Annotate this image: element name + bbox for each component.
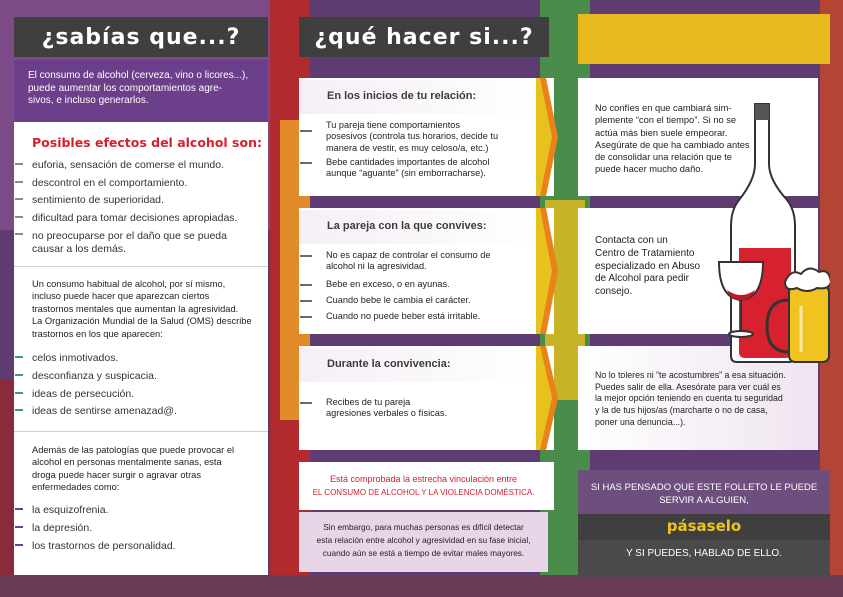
- advice-text: No lo toleres ni “te acostumbres” a esa situación. Puedes salir de ella. Asesórate para ver cuál es la mejor opción teniendo en cuenta tu seguridad y la de tus hijos/as (marcharte o no de casa, poner una denuncia...).: [595, 370, 786, 427]
- effects-title: Posibles efectos del alcohol son:: [32, 135, 262, 150]
- divider: [14, 431, 268, 432]
- cta-highlight: pásaselo: [666, 517, 742, 535]
- section-title: La pareja con la que convives:: [299, 210, 539, 244]
- list-item: la depresión.: [15, 520, 265, 538]
- list-item: la esquizofrenia.: [15, 502, 265, 520]
- intro-line: El consumo de alcohol (cerveza, vino o licores...),: [28, 70, 249, 81]
- section-item: Bebe cantidades importantes de alcohol aunque “aguante” (sin emborracharse).: [326, 157, 541, 180]
- list-item: ideas de sentirse amenazad@.: [15, 403, 265, 421]
- list-item: no preocuparse por el daño que se pueda causar a los demás.: [15, 227, 265, 256]
- section-item: Recibes de tu pareja agresiones verbales o físicas.: [326, 397, 541, 420]
- list-item: sentimiento de superioridad.: [15, 192, 265, 210]
- list-item: celos inmotivados.: [15, 350, 265, 368]
- cta-text: SI HAS PENSADO QUE ESTE FOLLETO LE PUEDE SERVIR A ALGUIEN,: [590, 482, 818, 506]
- section-item: Bebe en exceso, o en ayunas.: [326, 279, 541, 290]
- divider: [14, 266, 268, 267]
- cta-closing: Y SI PUEDES, HABLAD DE ELLO.: [626, 548, 782, 559]
- intro-line: puede aumentar los comportamientos agre-: [28, 82, 222, 94]
- disorders-list: [15, 350, 265, 421]
- warning-text: Sin embargo, para muchas personas es difícil detectar esta relación entre alcohol y agresividad en su fase inicial, cuando aún se está a tiempo de evitar males mayores.: [316, 522, 531, 558]
- list-item: los trastornos de personalidad.: [15, 538, 265, 556]
- intro-line: sivos, e incluso generarlos.: [28, 95, 149, 106]
- intro-box: [14, 60, 268, 122]
- section-item: Cuando bebe le cambia el carácter.: [326, 295, 541, 306]
- drinks-illustration: [715, 100, 830, 375]
- diseases-list: [15, 502, 265, 555]
- call-to-action: [578, 470, 830, 577]
- link-statement: Está comprobada la estrecha vinculación entre EL CONSUMO DE ALCOHOL Y LA VIOLENCIA DOMÉSTICA.: [312, 474, 535, 498]
- list-item: dificultad para tomar decisiones apropiadas.: [15, 210, 265, 228]
- middle-heading: ¿qué hacer si...?: [299, 17, 549, 57]
- left-heading: ¿sabías que...?: [14, 17, 268, 57]
- advice-text: Contacta con un Centro de Tratamiento especializado en Abuso de Alcohol para pedir consejo.: [595, 235, 701, 298]
- section-item: Cuando no puede beber está irritable.: [326, 311, 541, 322]
- list-item: desconfianza y suspicacia.: [15, 368, 265, 386]
- section-title: Durante la convivencia:: [299, 348, 539, 382]
- disorders-intro: Un consumo habitual de alcohol, por sí mismo, incluso puede hacer que aparezcan ciertos trastornos mentales que aumentan la agresividad. La Organización Mundial de la Salud (OMS) describe trastornos en los que aparecen:: [32, 279, 252, 339]
- diseases-intro: Además de las patologías que puede provocar el alcohol en personas mentalmente sanas, esta droga puede hacer surgir o agravar otras enfermedades como:: [32, 445, 235, 493]
- section-item: Tu pareja tiene comportamientos posesivos (controla tus horarios, decide tu manera de vestir, es muy celoso/a, etc.): [326, 120, 541, 154]
- section-item: No es capaz de controlar el consumo de alcohol ni la agresividad.: [326, 250, 541, 273]
- effects-list: [15, 157, 265, 256]
- list-item: euforia, sensación de comerse el mundo.: [15, 157, 265, 175]
- list-item: ideas de persecución.: [15, 386, 265, 404]
- list-item: descontrol en el comportamiento.: [15, 175, 265, 193]
- section-title: En los inicios de tu relación:: [299, 80, 539, 114]
- advice-text: No confíes en que cambiará sim- plemente “con el tiempo”. Si no se actúa más bien suele empeorar. Asegúrate de que ha cambiado antes de consolidar una relación que te puede hacer mucho daño.: [595, 103, 750, 175]
